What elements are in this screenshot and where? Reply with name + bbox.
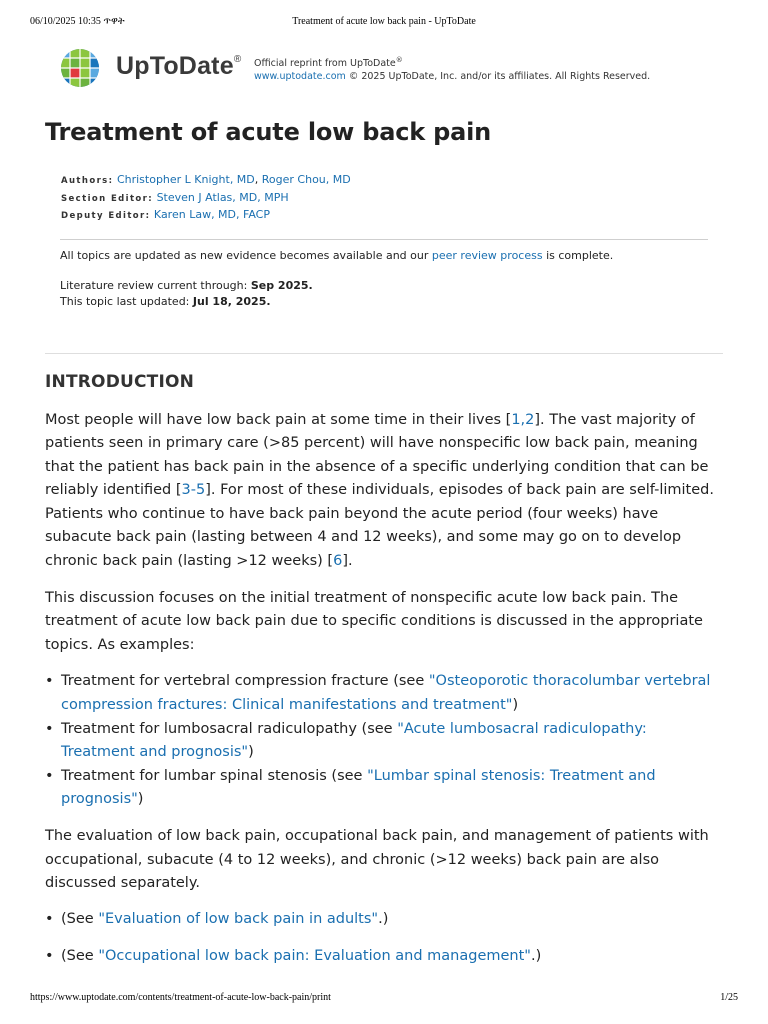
authors-line: Authors: Christopher L Knight, MD, Roger Chou, MD: [61, 173, 351, 186]
topic-link[interactable]: "Evaluation of low back pain in adults": [98, 910, 379, 927]
authors-label: Authors:: [61, 176, 114, 186]
section-divider: [45, 353, 723, 354]
introduction-body: [45, 409, 723, 969]
last-updated-date: This topic last updated: Jul 18, 2025.: [60, 294, 271, 308]
topic-link[interactable]: "Lumbar spinal stenosis: Treatment and prognosis": [61, 767, 656, 808]
reference-link[interactable]: 1,2: [511, 411, 535, 428]
section-editor-link[interactable]: Steven J Atlas, MD, MPH: [156, 190, 289, 204]
deputy-editor-label: Deputy Editor:: [61, 211, 151, 221]
paragraph: The evaluation of low back pain, occupational back pain, and management of patients with occupational, subacute (4 to 12 weeks), and chronic (>12 weeks) back pain are also discussed separately.: [45, 828, 709, 892]
author-link[interactable]: Christopher L Knight, MD: [116, 173, 255, 186]
paragraph: Most people will have low back pain at some time in their lives [1,2]. The vast majority of patients seen in primary care (>85 percent) will have nonspecific low back pain, meaning that the patient has back pain in the absence of a specific underlying condition that can be reliably identified [3-5]. For most of these individuals, episodes of back pain are self-limited. Patients who continue to have back pain beyond the acute period (four weeks) have subacute back pain (lasting between 4 and 12 weeks), and some may go on to develop chronic back pain (lasting >12 weeks) [6].: [45, 411, 714, 570]
list-item: • Treatment for lumbosacral radiculopathy (see "Acute lumbosacral radiculopathy: Treatment and prognosis"): [61, 718, 723, 765]
reprint-notice: Official reprint from UpToDate® www.uptodate.com © 2025 UpToDate, Inc. and/or its affiliates. All Rights Reserved.: [254, 56, 651, 83]
brand-header: [60, 46, 710, 90]
section-editor-line: [61, 190, 723, 208]
page-number: 1/25: [720, 992, 738, 1003]
examples-list: [45, 670, 723, 812]
update-notice: All topics are updated as new evidence becomes available and our peer review process is complete.: [60, 248, 614, 262]
list-item: • (See "Evaluation of low back pain in adults".): [61, 908, 723, 932]
print-header: [30, 16, 738, 30]
topic-link[interactable]: "Acute lumbosacral radiculopathy: Treatment and prognosis": [61, 720, 647, 761]
list-item: • Treatment for lumbar spinal stenosis (see "Lumbar spinal stenosis: Treatment and prognosis"): [61, 765, 723, 812]
update-info-box: [60, 239, 708, 310]
peer-review-link[interactable]: peer review process: [431, 248, 543, 262]
print-page-title: Treatment of acute low back pain - UpToDate: [292, 16, 476, 27]
print-url: https://www.uptodate.com/contents/treatment-of-acute-low-back-pain/print: [30, 992, 331, 1003]
reference-link[interactable]: 6: [333, 553, 343, 570]
see-also-list: [45, 908, 723, 969]
topic-link[interactable]: "Osteoporotic thoracolumbar vertebral compression fractures: Clinical manifestations and treatment": [61, 673, 711, 714]
brand-name: UpToDate®: [116, 52, 242, 80]
article-meta: [61, 172, 723, 225]
list-item: • Treatment for vertebral compression fracture (see "Osteoporotic thoracolumbar vertebral compression fractures: Clinical manifestations and treatment"): [61, 670, 723, 717]
uptodate-logo-icon: [60, 48, 100, 88]
deputy-editor-line: [61, 207, 723, 225]
author-link[interactable]: Roger Chou, MD: [261, 173, 351, 186]
print-date: 06/10/2025 10:35 ጥዋት: [30, 16, 125, 27]
article: [45, 118, 723, 983]
section-editor-label: Section Editor:: [61, 193, 154, 204]
list-item: • (See "Occupational low back pain: Evaluation and management".): [61, 945, 723, 969]
page-title: Treatment of acute low back pain: [45, 118, 492, 146]
reference-link[interactable]: 3-5: [181, 482, 206, 499]
topic-link[interactable]: "Occupational low back pain: Evaluation and management": [98, 948, 531, 965]
deputy-editor-link[interactable]: Karen Law, MD, FACP: [153, 208, 270, 221]
paragraph: This discussion focuses on the initial treatment of nonspecific acute low back pain. The treatment of acute low back pain due to specific conditions is discussed in the appropriate topics. As examples:: [45, 589, 703, 653]
literature-review-date: Literature review current through: Sep 2025.: [60, 278, 313, 292]
uptodate-site-link[interactable]: www.uptodate.com: [254, 71, 346, 83]
section-heading-introduction: INTRODUCTION: [45, 371, 195, 392]
print-footer: [30, 992, 738, 1006]
